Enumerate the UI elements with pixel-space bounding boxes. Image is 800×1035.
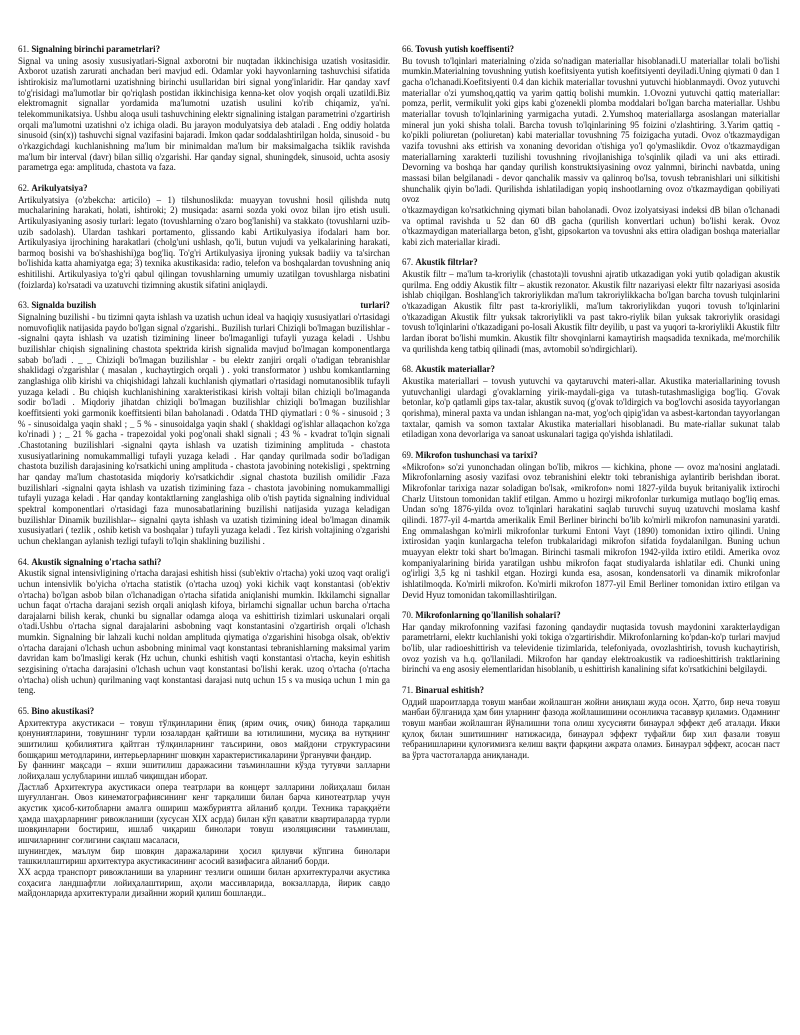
question-heading — [402, 257, 780, 268]
answer-paragraph: Artikulyatsiya (o'zbekcha: articilo) – 1) tilshunoslikda: muayyan tovushni hosil qilishda nutq muchalarining harakati, holati, ishtiroki; 2) musiqada: asarni sozda yoki ovoz bilan ijro etish usuli. Artikulyasiyaning asosiy turlari: legato (tovushlarning o'zaro bog'lanishi) va stakkato (tovushlarni uzib-uzib sadolash). Ulardan tashkari portamento, glissando kabi Artikulyasiya ifodalari ham bor. Artikulyasiya ijrochining harakatlari (cholg'uni ushlash, qo'li, butun vujudi va yelkalarining harakati, barmoq bosishi va bo'shashishi)ga bog'liq. To'g'ri Artikulyasiya ijroning yuksak badiiy va ta'sirchan bo'lishida katta ahamiyatga ega; 3) texnika akustikasida: radio, telefon va boshqalardan tovushning aniq eshitilishi. Artikulyasiya to'g'ri qabul qilingan tovushlarning umumiy uzatilgan tovushlarga nisbatini (foizlarda) ko'rsatadi va uzatuvchi tizimning akustik sifatini aniqlaydi. — [18, 194, 390, 290]
question-heading-left — [402, 685, 484, 695]
question-heading-left — [18, 557, 161, 567]
question-heading — [402, 685, 780, 696]
question-heading — [402, 610, 780, 621]
question-heading-left — [18, 44, 160, 54]
question-number: 67. — [402, 257, 414, 268]
question-title: Bino akustikasi? — [31, 706, 95, 717]
question-heading — [18, 557, 390, 568]
question-heading — [18, 706, 390, 717]
question-section — [402, 257, 780, 354]
question-heading — [18, 300, 390, 311]
question-number: 70. — [402, 610, 414, 621]
question-section — [402, 610, 780, 675]
question-section — [18, 300, 390, 546]
question-title: Akustik signalning o'rtacha sathi? — [31, 556, 162, 567]
question-heading-left — [402, 610, 561, 620]
question-heading-left — [402, 450, 538, 460]
question-title: Mikrofonlarning qo'llanilish sohalari? — [415, 610, 561, 621]
answer-paragraph: Оддий шароитларда товуш манбаи жойлашган жойни аниқлаш жуда осон. Ҳаттo, бир неча товуш манбаи бўлганида ҳам бин уларнинг фазода жойлашишини осонликча тасаввур қиламиз. Одамнинг товуш манбаи жойлашган йўналишни топа олиш хусусияти бинаурал эффект деб аталади. Икки қулоқ билан эшитишнинг натижасида, бинаурал эффект туфайли бир хил фазали товуш тебранишларини қулоғимизга келиш вақти фарқини ажрата оламиз. Бинаурал эффект, асосан паст ва ўрта частоталарда аниқланади. — [402, 696, 780, 761]
answer-paragraph: Akustika materiallari – tovush yutuvchi va qaytaruvchi materi-allar. Akustika materiallarining tovush yutuvchanligi ulardagi g'ovaklarning yirik-maydali-giga va tutash-tutashmasligiga bog'liq. G'ovak betonlar, ko'p qatlamli gips tax-talar, akustik suvoq (g'ovak to'ldirgich va bog'lovchi asosida tayyorlangan qorishma), mineral paxta va undan ishlangan na-mat, yog'och qipig'idan va asbest-kartondan tayyorlangan taxtalar, qamish va somon taxtalar Akustika materiallari hisoblanadi. Bu mate-riallar sukunat talab etiladigan xona devorlariga va sanoat uskunalari tagiga qo'yishda ishlatiladi. — [402, 376, 780, 440]
question-section — [402, 364, 780, 440]
question-section — [402, 450, 780, 600]
question-heading — [18, 44, 390, 55]
question-heading-left — [402, 257, 478, 267]
question-number: 61. — [18, 44, 30, 54]
question-title: Signalning birinchi parametrlari? — [31, 44, 161, 54]
question-section — [18, 706, 390, 899]
question-title: Arikulyatsiya? — [31, 182, 88, 193]
question-section — [18, 183, 390, 291]
answer-paragraph: Akustik filtr – ma'lum ta-kroriylik (chastota)li tovushni ajratib utkazadigan yoki yutib qoladigan akustik qurilma. Eng oddiy Akustik filtr – akustik rezonator. Akustik filtr nazariyasi elektr filtr nazariyasi asosida ishlab chiqilgan. Boshlang'ich takroriylikdan ma'lum takroriylikkacha bo'lgan barcha tovush tulqinlarini o'tkazadigan Akustik filtr past ta-kroriylikli, ma'lum takroriylikdan yuqori tovush to'lqinlarini o'tkazadigan Akustik filtr yuksak takroriylikli va past takro-riylik bilan yuksak takroriylik orasidagi tovush to'lqinlarini o'tkazadigani po-losali Akustik filtr deyilib, u past va yuqori ta-kroriylikli Akustik filtr lardan iborat bo'lishi mumkin. Akustik filtr shovqinlarni kamaytirish maqsadida texnikada, me'morchilik va qurilishda keng tatbiq qilinadi (mas, avtomobil so'ndirgichlari). — [402, 269, 780, 354]
question-heading-left — [18, 183, 88, 193]
question-title: Tovush yutish koeffisenti? — [415, 44, 515, 54]
answer-paragraph: Архитектура акустикаси – товуш тўлқинларини ёпиқ (ярим очиқ, очиқ) бинода тарқалиш қонуниятларини, товушнинг турли юзалардан қайтиши ва ютилишини, мусиқа ва нутқнинг эшитилиш қобилиятига қайтган тўлқинларнинг таъсирини, овоз майдони структурасини бошқариш методларини, интерьерларнинг шовқин характеристикаларини ўрганувчи фандир. Бу фаннинг мақсади – яхши эшитилиш даражасини таъминлашни кўзда тутувчи залларни лойиҳалаш услубларини ишлаб чиқишдан иборат. Дастлаб Архитектура акустикаси опера театрлари ва концерт залларини лойиҳалаш билан шуғулланган. Овоз кинематографиясининг кенг тарқалиши билан барча кинотеатрлар учун акустик ҳисоб-китобларни амалга ошириш мажбуриятга айланиб қолди. Техника тараққиёти ҳамда шаҳарларнинг ривожланиши (хусусан XIX асрда) билан кўп қаватли квартираларда турли шовқинларни бостириш, ишлаб чиқариш бинолари товуш изоляциясини таъминлаш, ишчиларнинг соғлигини сақлаш масаласи, шунингдек, маълум бир шовқин даражаларини ҳосил қилувчи кўпгина бинолари ташкиллаштириш архитектура акустикасининг асосий вазифасига айланиб борди. XX асрда транспорт ривожланиши ва уларнинг тезлиги ошиши билан архитектуралчи акустика соҳасига ландшафтли лойиҳалаштириш, аҳоли массивларида, вокзалларда, йирик савдо майдонларида архитектурали дизайнни жорий қилиш бошланди.. — [18, 717, 390, 899]
answer-paragraph: «Mikrofon» so'zi yunonchadan olingan bo'lib, mikros — kichkina, phone — ovoz ma'nosini anglatadi. Mikrofonlarning asosiy vazifasi ovoz tebranishini elektr toki tebranishiga aylantirib berishdan iborat. Mikrofonlar tarixiga nazar soladigan bo'lsak, «mikrofon» nomi 1827-yilda buyuk britaniyalik ixtirochi Charlz Uitstoun tomonidan taklif etilgan. Ammo u hozirgi mikrofonlar turkumiga mutlaqo bog'liq emas. Undan so'ng 1876-yilda ovoz to'lqinlari harakatini saqlab turuvchi suyuq uzatuvchi moslama kashf qilindi. 1877-yil 4-martda amerikalik Emil Berliner birinchi bo'lib ko'mirli mikrofon namunasini yaratdi. Eng ommalashgan ko'mirli mikrofonlar turkumi Entoni Vayt (1890) tomonidan ixtiro qilindi. Uning ixtirosidan yaqin kunlargacha telefon trubkalaridagi mikrofon sifatida foydalanilgan. Buning uchun muayyan elektr toki shart bo'lmagan. Birinchi tasmali mikrofon 1942-yilda ixtiro etildi. Amerika ovoz kompaniyalarining birida yaratilgan ushbu mikrofon faqat studiyalarda ishlatilar edi. Chunki uning og'irligi 3,5 kg ni tashkil etgan. Hozirgi kunda esa, asosan, kondensatorli va dinamik mikrofonlar ishlatilmoqda. Ko'mirli mikrofon. Ko'mirli mikrofon 1877-yil Emil Berliner tomonidan ixtiro etilgan va Devid Hyuz tomonidan takomillashtirilgan. — [402, 461, 780, 600]
question-title: Mikrofon tushunchasi va tarixi? — [415, 449, 538, 460]
question-number: 69. — [402, 449, 414, 460]
question-heading-left — [18, 300, 96, 311]
question-section — [18, 557, 390, 697]
right-column — [402, 44, 780, 1024]
question-title: Signalda buzilish — [31, 300, 97, 311]
answer-paragraph: Har qanday mikrofonning vazifasi fazoning qandaydir nuqtasida tovush maydonini xarakterlaydigan parametrlarni, elektr kuchlanishi yoki tokiga o'zgartirishdir. Mikrofonlarning ko'pdan-ko'p turlari mavjud bo'lib, ular radioeshittirish va televidenie tizimlarida, telefoniyada, ovozlashtirish, tovush kuchaytirish, ovoz yozish va h.q. qo'llaniladi. Mikrofon har qanday elektroakustik va radioeshittirish traktlarining birinchi va eng asosiy elementlaridan hisoblanib, u eshittirish kanalining sifat ko'rsatkichini belgilaydi. — [402, 621, 780, 675]
question-number: 63. — [18, 300, 30, 311]
question-number: 68. — [402, 364, 414, 375]
question-title-continuation: turlari? — [360, 300, 390, 311]
answer-paragraph: Signal va uning asosiy xususiyatlari-Signal axborotni bir nuqtadan ikkinchisiga uzatish vositasidir. Axborot uzatish zarurati anchadan beri mavjud edi. Odamlar yoki hayvonlarning tashuvchisi sifatida ishtirokisiz ma'lumotlarni uzatishning birinchi usullaridan biri signal yong'inlaridir. Har qanday xavf to'g'risidagi ma'lumotlar bir qo'riqlash postidan ikkinchisiga kenna-ket olov yoqish orqali uzatildi.Biz elektromagnit signallar yordamida ma'lumotni uzatish usulini ko'rib chiqamiz, ya'ni. telekommunikatsiya. Ushbu aloqa usuli tashuvchining elektr signalining istalgan parametrini o'zgartirish orqali ma'lumotni uzatishni o'z ichiga oladi. Bu jarayon modulyatsiya deb ataladi . Eng oddiy holatda sinusoid (sin(x)) tashuvchi signal vazifasini bajaradi. Imkon qadar soddalashtirilgan holda, sinusoid - bu o'rkazgichdagi kuchlanishning ma'lum bir minimaldan ma'lum bir maksimalgacha tsiklik ravishda ma'lum bir interval (davr) bilan silliq o'zgarishi. Har qanday signal, shuningdek, sinusoid, uchta asosiy parametrga ega: amplituda, chastota va faza. — [18, 55, 390, 173]
question-section — [402, 44, 780, 247]
question-number: 71. — [402, 685, 414, 696]
question-title: Akustik filtrlar? — [415, 257, 478, 268]
question-number: 65. — [18, 706, 30, 717]
question-heading — [402, 450, 780, 461]
question-heading — [402, 364, 780, 375]
question-title: Akustik materiallar? — [415, 364, 495, 375]
answer-paragraph: Akustik signal intensivligining o'rtacha darajasi eshitish hissi (sub'ektiv o'rtacha) yoki uzoq vaqt oralig'i uchun intensivlik bo'yicha o'rtacha statistik (o'rtacha uzoq) yoki kichik vaqt konstantasi (ob'ektiv o'rtacha) bo'lgan asbob bilan o'lchanadigan o'rtacha sifatida aniqlanishi mumkin. Ikkilamchi signallar uchun faqat o'rtacha darajani sezish orqali aniqlash kifoya, birlamchi signallar uchun barcha o'rtacha darajalarni bilish kerak, chunki bu signallar odamga aloqa va eshittirish tizimlari uskunalari orqali o'tadi.Ushbu o'rtacha signal darajalarini asbobning vaqt konstantasini o'zgartirish orqali o'lchash mumkin. Signalning bir lahzali kuchi noldan amplituda qiymatiga o'zgarishini hisobga olsak, ob'ektiv o'rtacha darajani o'lchash uchun asbobning minimal vaqt konstantasi tebranishlarning maksimal yarim davridan kam bo'lmasligi kerak (Hz uchun, chunki eshitish vaqti konstantasi o'rtacha, keyin eshitish sezgisining o'rtacha darajasini o'lchash uchun vaqt konstantasi bo'lishi kerak. uzoq o'rtacha (o'rtacha o'rtacha) olish uchun) qurilmaning vaqt konstantasi darajasi nutq uchun 15 s va musiqa uchun 1 min ga teng. — [18, 568, 390, 696]
question-number: 66. — [402, 44, 414, 54]
question-section — [18, 44, 390, 173]
question-title: Binarual eshitish? — [415, 685, 485, 696]
question-number: 62. — [18, 182, 30, 193]
answer-paragraph: Signalning buzilishi - bu tizimni qayta ishlash va uzatish uchun ideal va haqiqiy xususiyatlari o'rtasidagi nomuvofiqlik natijasida paydo bo'lgan signal o'zgarishi.. Buzilish turlari Chiziqli bo'lmagan buzilishlar --signalni qayta ishlash va uzatish tizimining lineer bo'lmaganligi tufayli yuzaga keladi . Ushbu buzilishlar chiqish signalining chastota spektrida kirish signalida mavjud bo'lmagan komponentlarga sabab bo'ladi . _ _ Chiziqli bo'lmagan buzilishlar - bu elektr zanjiri orqali o'tadigan tebranishlar shaklidagi o'zgarishlar ( masalan , kuchaytirgich orqali ) . yoki transformator ) ushbu komkantlarning zanglashiga olib kirishi va chiqishidagi lahzali kuchlanish qiymatlari o'rtasidagi nomutanosiblik tufayli yuzaga keladi . Bu chiqish kuchlanishining xarakteristikasi kirish voltaji bilan chiziqli bo'lmaganda sodir bo'ladi . Miqdoriy jihatdan chiziqli bo'lmagan buzilishlar chiziqli bo'lmagan buzilishlar koeffitsienti yoki garmonik koeffitsienti bilan baholanadi . Odatda THD qiymatlari : 0 % - sinusoid ; 3 % - sinusoidalga yaqin shakl ; _ 5 % - sinusoidalga yaqin shakl ( shakldagi og'ishlar allaqachon ko'zga ko'rinadi ) ; _ 21 % gacha - trapezoidal yoki pog'onali shakl signali ; 43 % - kvadrat to'lqin signali .Chastotaning buzilishlari -signalni qayta ishlash va uzatish tizimining amplituda - chastota xususiyatlarining nomukammalligi tufayli yuzaga keladi . Har qanday qurilmada sodir bo'ladigan chastota buzilish darajasining ko'rsatkichi uning amplituda - chastota javobining notekisligi , spektrning har qanday ma'lum chastotasida miqdoriy ko'rsatkichdir .signal chastota buzilish omilidir .Faza buzilishlari -signalni qayta ishlash va uzatish tizimining faza - chastota javobining nomukammalligi tufayli yuzaga keladi . Har qanday kontaktlarning zanglashiga olib o'tish paytida signalning individual spektral komponentlari o'rtasidagi faza munosabatlarining buzilishi natijasida yuzaga keladigan buzilishlar Dinamik buzilishlar-- signalni qayta ishlash va uzatish tizimining ideal bo'lmagan dinamik xususiyatlari ( tezlik , oshib ketish va boshqalar ) tufayli yuzaga keladi . Tez kirish voltajining o'zgarishi uchun cheklangan aylanish tezligi tufayli to'lqin shaklining buzilishi . — [18, 312, 390, 546]
question-heading — [18, 183, 390, 194]
question-section — [402, 685, 780, 761]
question-heading-left — [18, 706, 94, 716]
question-heading-left — [402, 44, 514, 54]
question-heading — [402, 44, 780, 55]
question-number: 64. — [18, 556, 30, 567]
left-column — [18, 44, 390, 1024]
answer-paragraph: Bu tovush to'lqinlari materialning o'zida so'nadigan materiallar hisoblanadi.U materiallar tolali bo'lishi mumkin.Materialning tovushning yutish koefitsiyenta yutish koefitsiyenti deyiladi.Uning qiymati 0 dan 1 gacha o'lchanadi.Koefitsiyenti 0.4 dan kichik materiallar tovushni yutuvchi hioblanmaydi. Ovoz yutuvchi materiallar o'zi yumshoq,qattiq va yarim qattiq bolishi mumkin. 1.Ovozni yutuvchi qattiq materiallar: pomza, perlit, vermikulit yoki gips kabi g'ozenekli plomba moddalari bo'lgan barcha materiallar. Ushbu materiallar tovush to'lqinlarining yarmigacha yutadi. 2.Yumshoq materiallarga asoslangan materiallar mineral jun yoki shisha tolali. Barcha tovush to'lqinlarining 95 foizini o'zlashtiring. 3.Yarim qattiq - ko'pikli poliuretan (poliuretan) kabi materiallar tovushning 75 foizigacha yutadi. Ovoz o'tkazmaydigan vazifa tovushni aks ettirish va xonaning devoridan o'tishiga yo'l qo'ymaslikdir. Ovoz o'tkazmaydigan materiallarning xarakterli tuzilishi tovushning rivojlanishiga to'sqinlik qiladi va uni aks ettiradi. Devorning va boshqa har qanday qurilish konstruktsiyasining ovoz yalnmni, birinchi navbatda, uning massasi bilan belgilanadi - devor qanchalik massiv va qalinroq bo'lsa, tovush tebranishlari uni silkitishi shunchalik qiyin bo'ladi. Qurilishda ishlatiladigan yopiq inshootlarning ovoz o'tkazmaydigan qobiliyati ovoz o'tkazmaydigan ko'rsatkichning qiymati bilan baholanadi. Ovoz izolyatsiyasi indeksi dB bilan o'lchanadi va optimal ravishda u 52 dan 60 dB gacha (qurilish konvertlari uchun) bo'lishi kerak. Ovoz o'tkazmaydigan materiallarga beton, g'isht, gipsokarton va tovushni aks ettira oladigan boshqa materiallar kabi zich materiallar kiradi. — [402, 55, 780, 247]
question-heading-left — [402, 364, 495, 374]
